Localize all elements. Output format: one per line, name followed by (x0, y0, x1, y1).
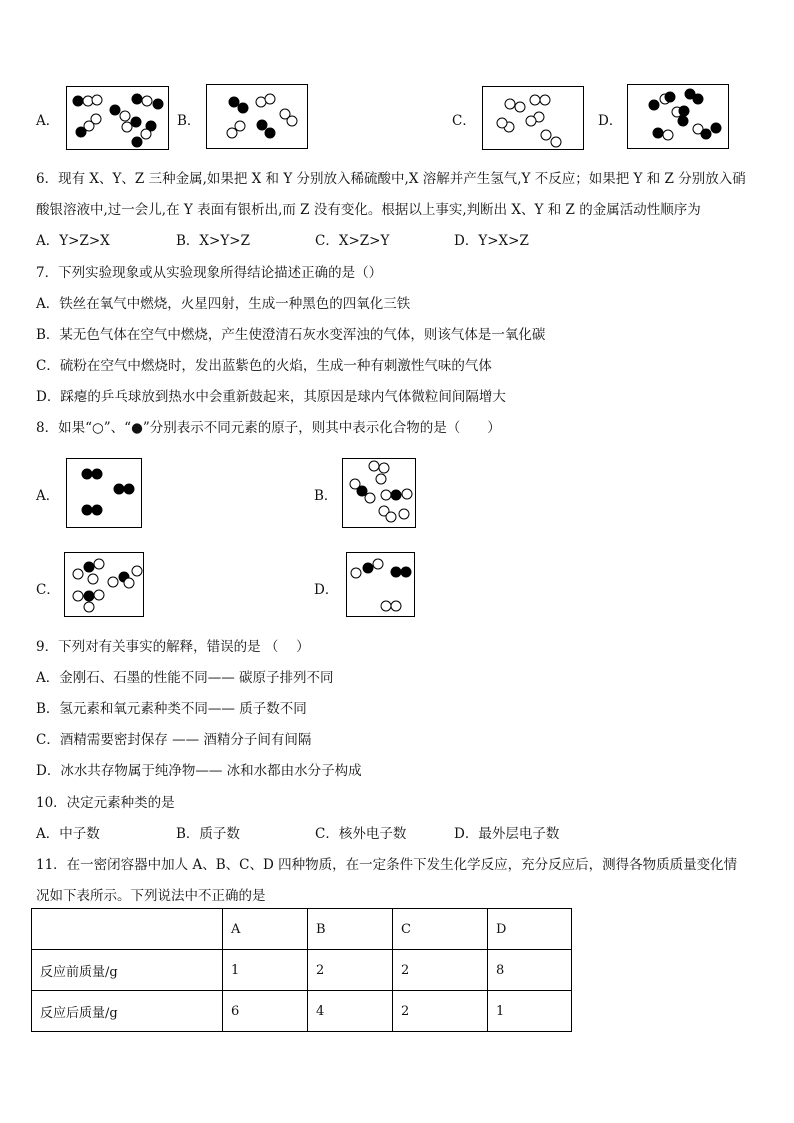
q8-option-d-diagram (346, 552, 415, 617)
q5-option-a-diagram (66, 86, 169, 150)
q5-option-d-diagram (627, 84, 729, 149)
table-cell: 反应后质量/g (32, 991, 223, 1032)
q10-option-b[interactable]: B．质子数 (176, 826, 240, 842)
q8-option-c-diagram (64, 552, 144, 617)
table-cell: 8 (488, 950, 572, 991)
particle-diagram (67, 459, 141, 527)
table-cell: 4 (308, 991, 393, 1032)
table-cell: 2 (393, 991, 488, 1032)
q6-option-b[interactable]: B．X>Y>Z (176, 233, 250, 249)
q7-stem: 7．下列实验现象或从实验现象所得结论描述正确的是（） (36, 265, 383, 281)
particle-diagram (65, 553, 143, 616)
particle-diagram (207, 85, 307, 148)
particle-diagram (67, 87, 168, 149)
q6-stem-line1: 6．现有 X、Y、Z 三种金属,如果把 X 和 Y 分别放入稀硫酸中,X 溶解并产生氢气,Y 不反应；如果把 Y 和 Z 分别放入硝 (36, 171, 746, 187)
table-cell: 反应前质量/g (32, 950, 223, 991)
q10-option-d[interactable]: D．最外层电子数 (454, 826, 560, 842)
q8-stem: 8．如果“○”、“●”分别表示不同元素的原子，则其中表示化合物的是（ ） (36, 420, 501, 436)
q5-option-b-diagram (206, 84, 308, 149)
table-cell: 2 (308, 950, 393, 991)
table-cell: 2 (393, 950, 488, 991)
q10-option-a[interactable]: A．中子数 (36, 826, 100, 842)
q9-option-d[interactable]: D．冰水共存物属于纯净物—— 冰和水都由水分子构成 (36, 763, 362, 779)
q7-option-b[interactable]: B．某无色气体在空气中燃烧，产生使澄清石灰水变浑浊的气体，则该气体是一氧化碳 (36, 327, 546, 343)
table-header-cell: A (223, 909, 308, 950)
particle-diagram (347, 553, 414, 616)
q6-option-c[interactable]: C．X>Z>Y (315, 233, 390, 249)
q5-option-d-label: D． (598, 113, 623, 129)
q8-option-b-label[interactable]: B． (314, 488, 338, 504)
q8-option-d-label[interactable]: D． (314, 582, 339, 598)
q7-option-c[interactable]: C．硫粉在空气中燃烧时，发出蓝紫色的火焰，生成一种有刺激性气味的气体 (36, 358, 492, 374)
table-cell: 1 (488, 991, 572, 1032)
table-row (32, 950, 572, 991)
q9-option-c[interactable]: C．酒精需要密封保存 —— 酒精分子间有间隔 (36, 732, 312, 748)
q7-option-d[interactable]: D．踩瘪的乒乓球放到热水中会重新鼓起来，其原因是球内气体微粒间间隔增大 (36, 389, 506, 405)
q10-stem: 10．决定元素种类的是 (36, 795, 175, 811)
q8-option-a-label[interactable]: A． (36, 488, 60, 504)
q9-option-a[interactable]: A．金刚石、石墨的性能不同—— 碳原子排列不同 (36, 670, 334, 686)
table-header-cell: D (488, 909, 572, 950)
q5-option-c-label: C． (452, 113, 476, 129)
table-header-row (32, 909, 572, 950)
mass-change-table (31, 908, 572, 1032)
q9-option-b[interactable]: B．氢元素和氧元素种类不同—— 质子数不同 (36, 701, 307, 717)
table-cell: 1 (223, 950, 308, 991)
q8-option-b-diagram (342, 458, 416, 528)
q5-option-c-diagram (482, 86, 584, 150)
table-row (32, 991, 572, 1032)
q7-option-a[interactable]: A．铁丝在氧气中燃烧，火星四射，生成一种黑色的四氧化三铁 (36, 296, 411, 312)
q9-stem: 9．下列对有关事实的解释，错误的是 （ ） (36, 639, 310, 655)
q6-option-a[interactable]: A．Y>Z>X (36, 233, 110, 249)
table-cell: 6 (223, 991, 308, 1032)
q6-option-d[interactable]: D．Y>X>Z (454, 233, 529, 249)
particle-diagram (628, 85, 728, 148)
particle-diagram (343, 459, 415, 527)
q6-stem-line2: 酸银溶液中,过一会儿,在 Y 表面有银析出,而 Z 没有变化。根据以上事实,判断出 X、Y 和 Z 的金属活动性顺序为 (36, 202, 701, 218)
q5-option-b-label: B． (177, 113, 201, 129)
q10-option-c[interactable]: C．核外电子数 (315, 826, 407, 842)
q5-option-a-label: A． (36, 113, 60, 129)
q8-option-a-diagram (66, 458, 142, 528)
table-header-cell: C (393, 909, 488, 950)
q8-option-c-label[interactable]: C． (36, 582, 60, 598)
particle-diagram (483, 87, 583, 149)
q11-stem-line1: 11．在一密闭容器中加人 A、B、C、D 四种物质，在一定条件下发生化学反应，充分反应后，测得各物质质量变化情 (36, 857, 738, 873)
q11-stem-line2: 况如下表所示。下列说法中不正确的是 (36, 888, 266, 904)
table-header-cell: B (308, 909, 393, 950)
table-header-cell (32, 909, 223, 950)
